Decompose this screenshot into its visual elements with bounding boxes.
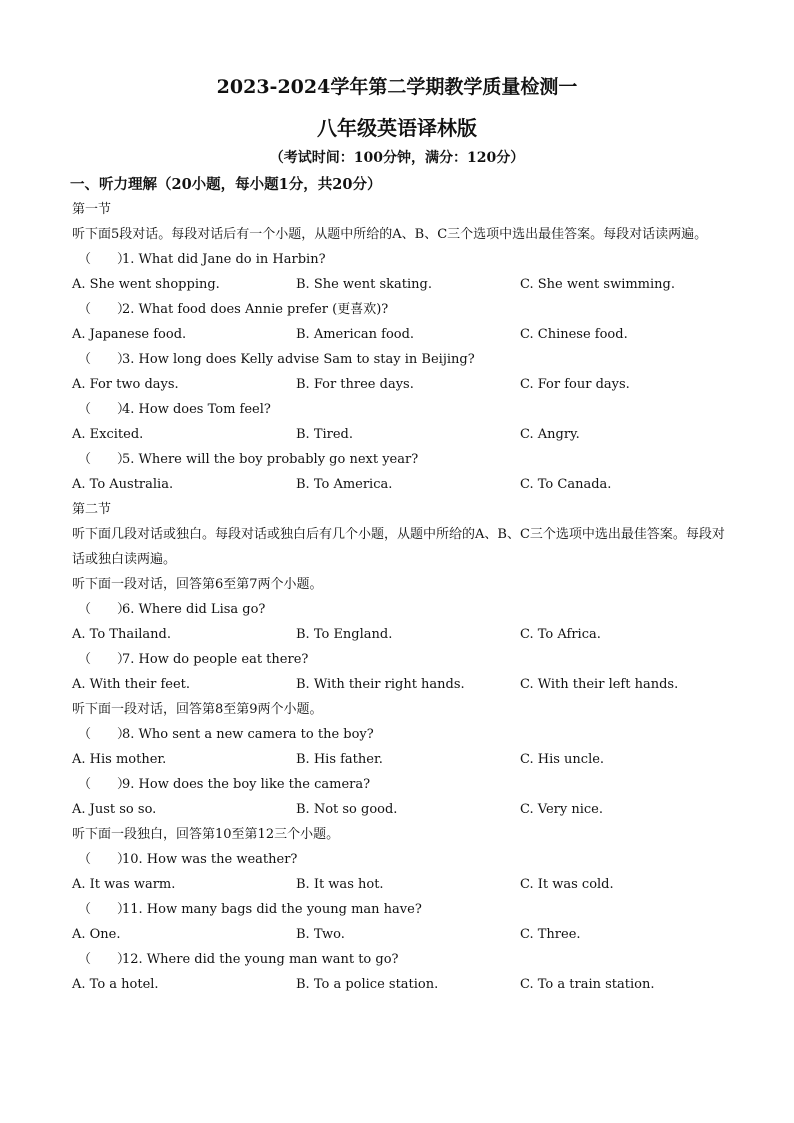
option-a[interactable]: A. For two days. [72, 377, 179, 392]
question-8 [72, 722, 732, 747]
options-row [72, 372, 732, 397]
question-text: 11. How many bags did the young man have? [122, 902, 422, 917]
question-11 [72, 897, 732, 922]
options-row [72, 797, 732, 822]
question-text: 3. How long does Kelly advise Sam to stay in Beijing? [122, 352, 475, 367]
option-b[interactable]: B. To America. [296, 477, 393, 492]
option-b[interactable]: B. To a police station. [296, 977, 439, 992]
option-c[interactable]: C. Very nice. [520, 802, 603, 817]
question-4 [72, 397, 732, 422]
options-row [72, 622, 732, 647]
dialog-6-7-questions [72, 597, 732, 697]
exam-info: （考试时间：100分钟，满分：120分） [269, 150, 525, 166]
options-row [72, 747, 732, 772]
options-row [72, 422, 732, 447]
option-a[interactable]: A. His mother. [72, 752, 167, 767]
question-7 [72, 647, 732, 672]
option-c[interactable]: C. Three. [520, 927, 581, 942]
question-text: 4. How does Tom feel? [122, 402, 271, 417]
question-5 [72, 447, 732, 472]
option-a[interactable]: A. Japanese food. [72, 327, 187, 342]
option-c[interactable]: C. It was cold. [520, 877, 614, 892]
option-b[interactable]: B. It was hot. [296, 877, 384, 892]
option-c[interactable]: C. Chinese food. [520, 327, 628, 342]
answer-blank[interactable]: （ ） [78, 352, 131, 367]
answer-blank[interactable]: （ ） [78, 852, 131, 867]
option-b[interactable]: B. For three days. [296, 377, 414, 392]
answer-blank[interactable]: （ ） [78, 402, 131, 417]
question-9 [72, 772, 732, 797]
answer-blank[interactable]: （ ） [78, 652, 131, 667]
options-row [72, 672, 732, 697]
question-3 [72, 347, 732, 372]
monologue-10-12-instruction: 听下面一段独白，回答第10至第12三个小题。 [72, 827, 340, 842]
options-row [72, 872, 732, 897]
question-text: 1. What did Jane do in Harbin? [122, 252, 326, 267]
option-c[interactable]: C. With their left hands. [520, 677, 679, 692]
monologue-10-12-questions [72, 847, 732, 997]
answer-blank[interactable]: （ ） [78, 302, 131, 317]
option-b[interactable]: B. American food. [296, 327, 415, 342]
options-row [72, 322, 732, 347]
section2-instructions: 听下面几段对话或独白。每段对话或独白后有几个小题，从题中所给的A、B、C三个选项中选出最佳答案。每段对话或独白读两遍。 [72, 527, 725, 567]
options-row [72, 472, 732, 497]
option-a[interactable]: A. Just so so. [72, 802, 157, 817]
section1-label: 第一节 [72, 202, 112, 217]
option-c[interactable]: C. His uncle. [520, 752, 605, 767]
answer-blank[interactable]: （ ） [78, 452, 131, 467]
dialog-6-7-instruction: 听下面一段对话，回答第6至第7两个小题。 [72, 577, 323, 592]
question-text: 5. Where will the boy probably go next year? [122, 452, 419, 467]
exam-subtitle: 八年级英语译林版 [317, 116, 477, 140]
answer-blank[interactable]: （ ） [78, 602, 131, 617]
answer-blank[interactable]: （ ） [78, 902, 131, 917]
question-text: 6. Where did Lisa go? [122, 602, 266, 617]
option-b[interactable]: B. Not so good. [296, 802, 398, 817]
option-c[interactable]: C. She went swimming. [520, 277, 675, 292]
option-b[interactable]: B. With their right hands. [296, 677, 465, 692]
answer-blank[interactable]: （ ） [78, 777, 131, 792]
question-10 [72, 847, 732, 872]
answer-blank[interactable]: （ ） [78, 727, 131, 742]
answer-blank[interactable]: （ ） [78, 252, 131, 267]
question-1 [72, 247, 732, 272]
option-a[interactable]: A. Excited. [72, 427, 144, 442]
section1-questions [72, 247, 732, 497]
dialog-8-9-instruction: 听下面一段对话，回答第8至第9两个小题。 [72, 702, 323, 717]
option-c[interactable]: C. To a train station. [520, 977, 655, 992]
option-a[interactable]: A. It was warm. [72, 877, 176, 892]
question-text: 7. How do people eat there? [122, 652, 309, 667]
section1-instructions: 听下面5段对话。每段对话后有一个小题，从题中所给的A、B、C三个选项中选出最佳答案。每段对话读两遍。 [72, 227, 708, 242]
option-b[interactable]: B. She went skating. [296, 277, 432, 292]
option-c[interactable]: C. For four days. [520, 377, 630, 392]
option-a[interactable]: A. One. [72, 927, 121, 942]
option-a[interactable]: A. To Thailand. [72, 627, 171, 642]
option-a[interactable]: A. To Australia. [72, 477, 174, 492]
option-c[interactable]: C. To Africa. [520, 627, 601, 642]
part1-heading: 一、听力理解（20小题，每小题1分，共20分） [70, 176, 382, 193]
option-a[interactable]: A. With their feet. [72, 677, 191, 692]
option-a[interactable]: A. To a hotel. [72, 977, 159, 992]
exam-title: 2023-2024学年第二学期教学质量检测一 [216, 76, 578, 98]
question-6 [72, 597, 732, 622]
question-text: 8. Who sent a new camera to the boy? [122, 727, 374, 742]
options-row [72, 972, 732, 997]
dialog-8-9-questions [72, 722, 732, 822]
question-text: 10. How was the weather? [122, 852, 298, 867]
section2-label: 第二节 [72, 502, 112, 517]
exam-content [72, 172, 732, 997]
answer-blank[interactable]: （ ） [78, 952, 131, 967]
question-12 [72, 947, 732, 972]
option-b[interactable]: B. To England. [296, 627, 393, 642]
options-row [72, 272, 732, 297]
question-text: 9. How does the boy like the camera? [122, 777, 371, 792]
option-c[interactable]: C. To Canada. [520, 477, 612, 492]
question-text: 12. Where did the young man want to go? [122, 952, 399, 967]
question-2 [72, 297, 732, 322]
option-b[interactable]: B. His father. [296, 752, 383, 767]
options-row [72, 922, 732, 947]
option-a[interactable]: A. She went shopping. [72, 277, 220, 292]
option-b[interactable]: B. Tired. [296, 427, 354, 442]
option-b[interactable]: B. Two. [296, 927, 345, 942]
question-text: 2. What food does Annie prefer (更喜欢)? [122, 302, 389, 317]
option-c[interactable]: C. Angry. [520, 427, 580, 442]
